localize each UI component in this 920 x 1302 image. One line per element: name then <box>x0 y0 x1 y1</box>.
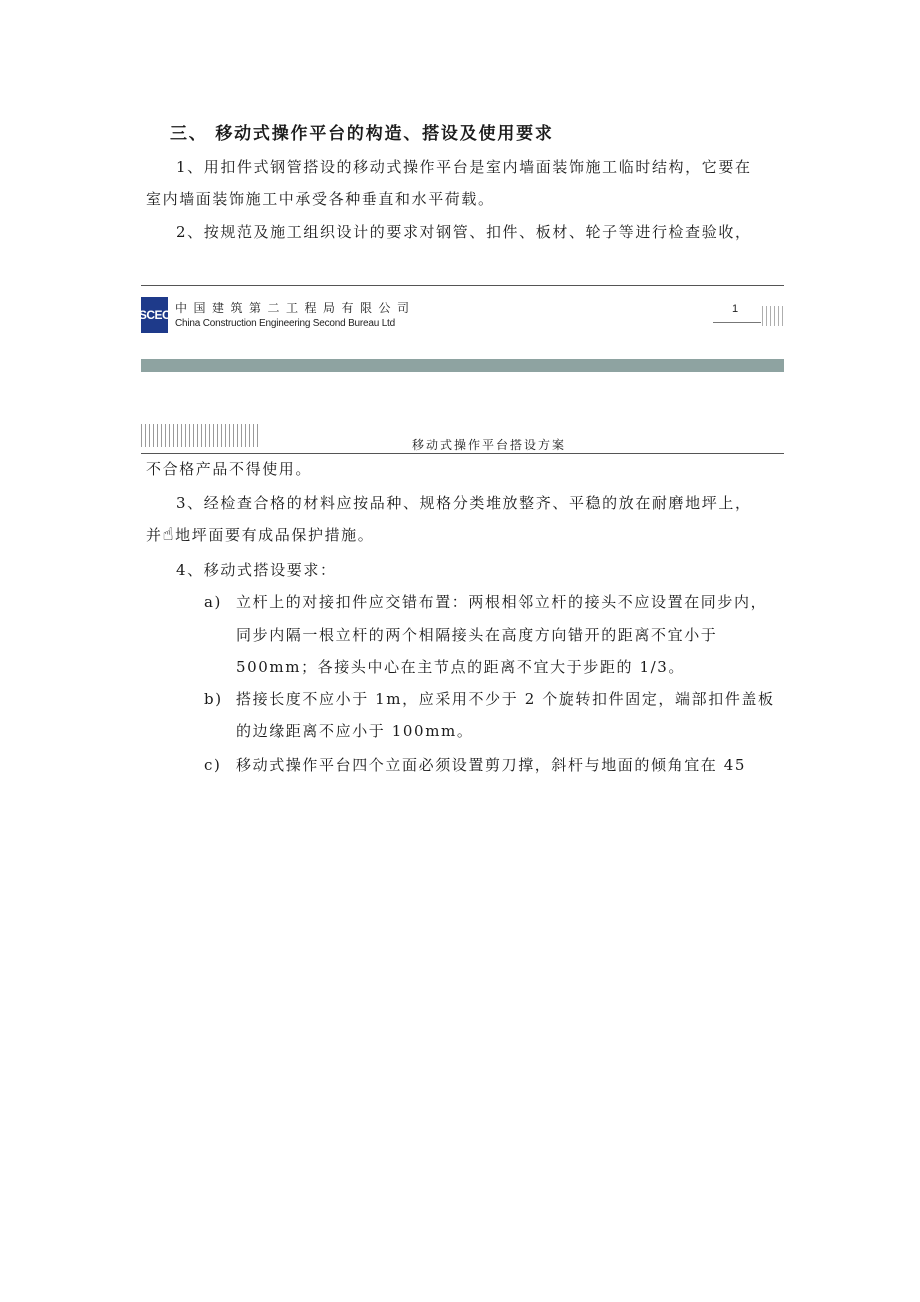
footer-top-rule <box>141 285 784 286</box>
paragraph-4: 4、移动式搭设要求： <box>176 561 337 579</box>
list-item-marker-c: c) <box>204 756 222 774</box>
paragraph-2-continuation: 不合格产品不得使用。 <box>146 460 313 478</box>
paragraph-3-line-2-rest: 地坪面要有成品保护措施。 <box>175 526 375 544</box>
header-decoration <box>141 424 259 447</box>
paragraph-1-line-2: 室内墙面装饰施工中承受各种垂直和水平荷载。 <box>146 190 495 208</box>
page-number: 1 <box>732 303 739 315</box>
paragraph-3-line-1: 3、经检查合格的材料应按品种、规格分类堆放整齐、平稳的放在耐磨地坪上， <box>176 494 752 512</box>
list-item-a-line-1: 立杆上的对接扣件应交错布置：两根相邻立杆的接头不应设置在同步内， <box>236 593 768 611</box>
list-item-a-line-3: 500mm；各接头中心在主节点的距离不宜大于步距的 1/3。 <box>236 658 685 676</box>
hand-cursor-icon: ☝ <box>162 524 176 545</box>
list-item-marker-b: b) <box>204 690 223 708</box>
paragraph-2-line-1: 2、按规范及施工组织设计的要求对钢管、扣件、板材、轮子等进行检查验收， <box>176 223 752 241</box>
list-item-b-line-2: 的边缘距离不应小于 100mm。 <box>236 722 474 740</box>
company-name-en: China Construction Engineering Second Bureau Ltd <box>175 318 395 329</box>
page-number-underline <box>713 322 761 323</box>
header-rule <box>141 453 784 454</box>
list-item-marker-a: a) <box>204 593 222 611</box>
paragraph-1-line-1: 1、用扣件式钢管搭设的移动式操作平台是室内墙面装饰施工临时结构，它要在 <box>176 158 752 176</box>
company-logo: SCEC <box>141 297 168 333</box>
header-title: 移动式操作平台搭设方案 <box>412 438 567 452</box>
footer-color-band <box>141 359 784 372</box>
footer-decoration <box>762 306 784 326</box>
list-item-a-line-2: 同步内隔一根立杆的两个相隔接头在高度方向错开的距离不宜小于 <box>236 626 718 644</box>
section-heading: 三、 移动式操作平台的构造、搭设及使用要求 <box>170 124 554 144</box>
list-item-b-line-1: 搭接长度不应小于 1m，应采用不少于 2 个旋转扣件固定，端部扣件盖板 <box>236 690 775 708</box>
company-name-cn: 中国建筑第二工程局有限公司 <box>175 301 416 315</box>
paragraph-3-line-2 <box>146 525 374 545</box>
list-item-c-line-1: 移动式操作平台四个立面必须设置剪刀撑，斜杆与地面的倾角宜在 45 <box>236 756 747 774</box>
paragraph-3-line-2-start: 并 <box>146 526 163 544</box>
